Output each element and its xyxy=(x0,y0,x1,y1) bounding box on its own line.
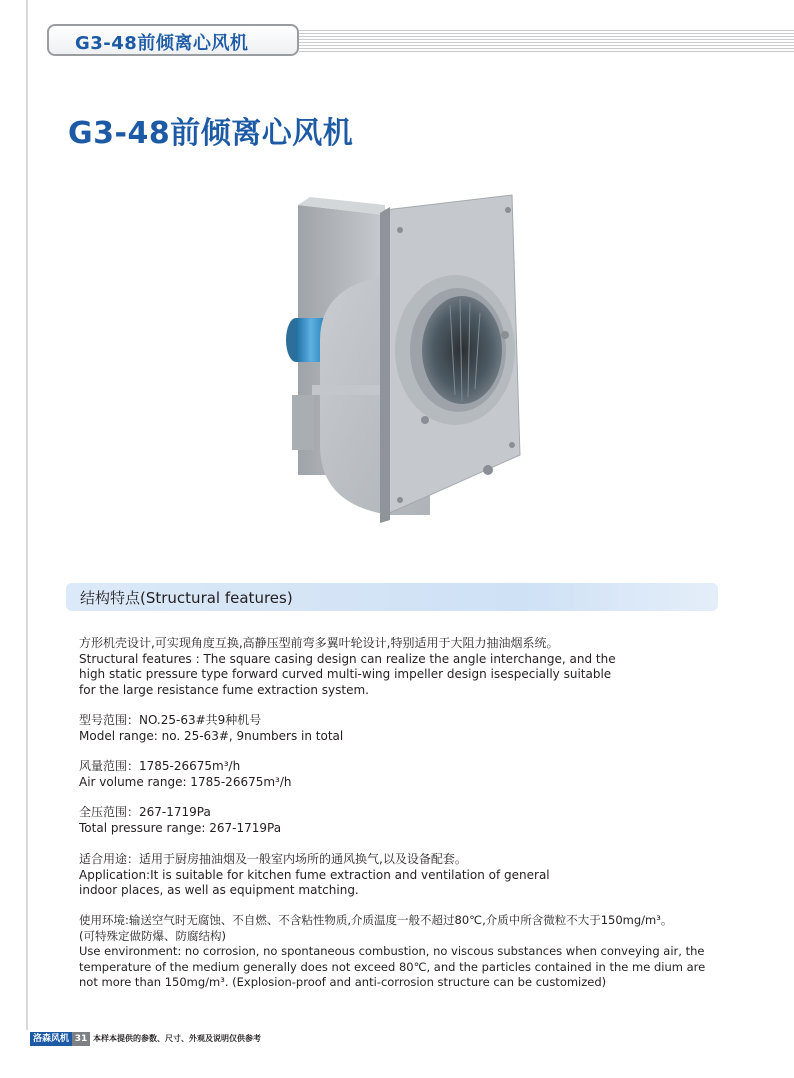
text-line: 风量范围：1785-26675m³/h xyxy=(79,759,241,773)
text-line: Model range: no. 25-63#, 9numbers in total xyxy=(79,728,344,743)
text-line: Total pressure range: 267-1719Pa xyxy=(79,820,282,835)
text-line: Air volume range: 1785-26675m³/h xyxy=(79,774,292,789)
text-line: temperature of the medium generally does not exceed 80℃, and the particles contained in the me dium are xyxy=(79,959,706,974)
text-line: 适合用途：适用于厨房抽油烟及一般室内场所的通风换气,以及设备配套。 xyxy=(79,852,467,866)
paragraph-use-environment xyxy=(79,913,705,991)
text-line: indoor places, as well as equipment matching. xyxy=(79,883,359,897)
text-line: (可特殊定做防爆、防腐结构) xyxy=(79,928,226,943)
text-line: 型号范围：NO.25-63#共9种机号 xyxy=(79,713,262,727)
product-image xyxy=(250,175,560,535)
text-line: Application:It is suitable for kitchen fume extraction and ventilation of general xyxy=(79,867,550,882)
paragraph-structure xyxy=(79,636,616,698)
text-line: for the large resistance fume extraction system. xyxy=(79,682,369,697)
text-line: 使用环境:输送空气时无腐蚀、不自燃、不含粘性物质,介质温度一般不超过80℃,介质中所含微粒不大于150mg/m³。 xyxy=(79,913,673,927)
text-line: Structural features : The square casing design can realize the angle interchange, and the xyxy=(79,651,616,666)
section-header-bar xyxy=(66,583,718,611)
paragraph-total-pressure xyxy=(79,805,281,836)
section-title: 结构特点(Structural features) xyxy=(80,589,293,607)
text-line: Use environment: no corrosion, no spontaneous combustion, no viscous substances when conveying air, the xyxy=(79,944,705,958)
paragraph-application xyxy=(79,852,550,899)
footer-brand: 洛森风机 xyxy=(30,1032,72,1046)
page-border-line xyxy=(26,0,28,1030)
page-title: G3-48前倾离心风机 xyxy=(68,116,354,151)
text-line: 全压范围：267-1719Pa xyxy=(79,805,211,819)
footer xyxy=(30,1032,330,1046)
text-line: high static pressure type forward curved multi-wing impeller design isespecially suitable xyxy=(79,667,612,681)
paragraph-model-range xyxy=(79,713,343,744)
text-line: not more than 150mg/m³. (Explosion-proof and anti-corrosion structure can be customized) xyxy=(79,975,607,989)
header-stripe-decoration xyxy=(299,30,794,52)
text-line: 方形机壳设计,可实现角度互换,高静压型前弯多翼叶轮设计,特别适用于大阻力抽油烟系统。 xyxy=(79,636,559,650)
page-number: 31 xyxy=(72,1032,90,1046)
paragraph-air-volume xyxy=(79,759,292,790)
header-tab xyxy=(47,24,299,56)
header-tab-title: G3-48前倾离心风机 xyxy=(75,33,249,54)
footer-disclaimer: 本样本提供的参数、尺寸、外观及说明仅供参考 xyxy=(93,1034,261,1043)
